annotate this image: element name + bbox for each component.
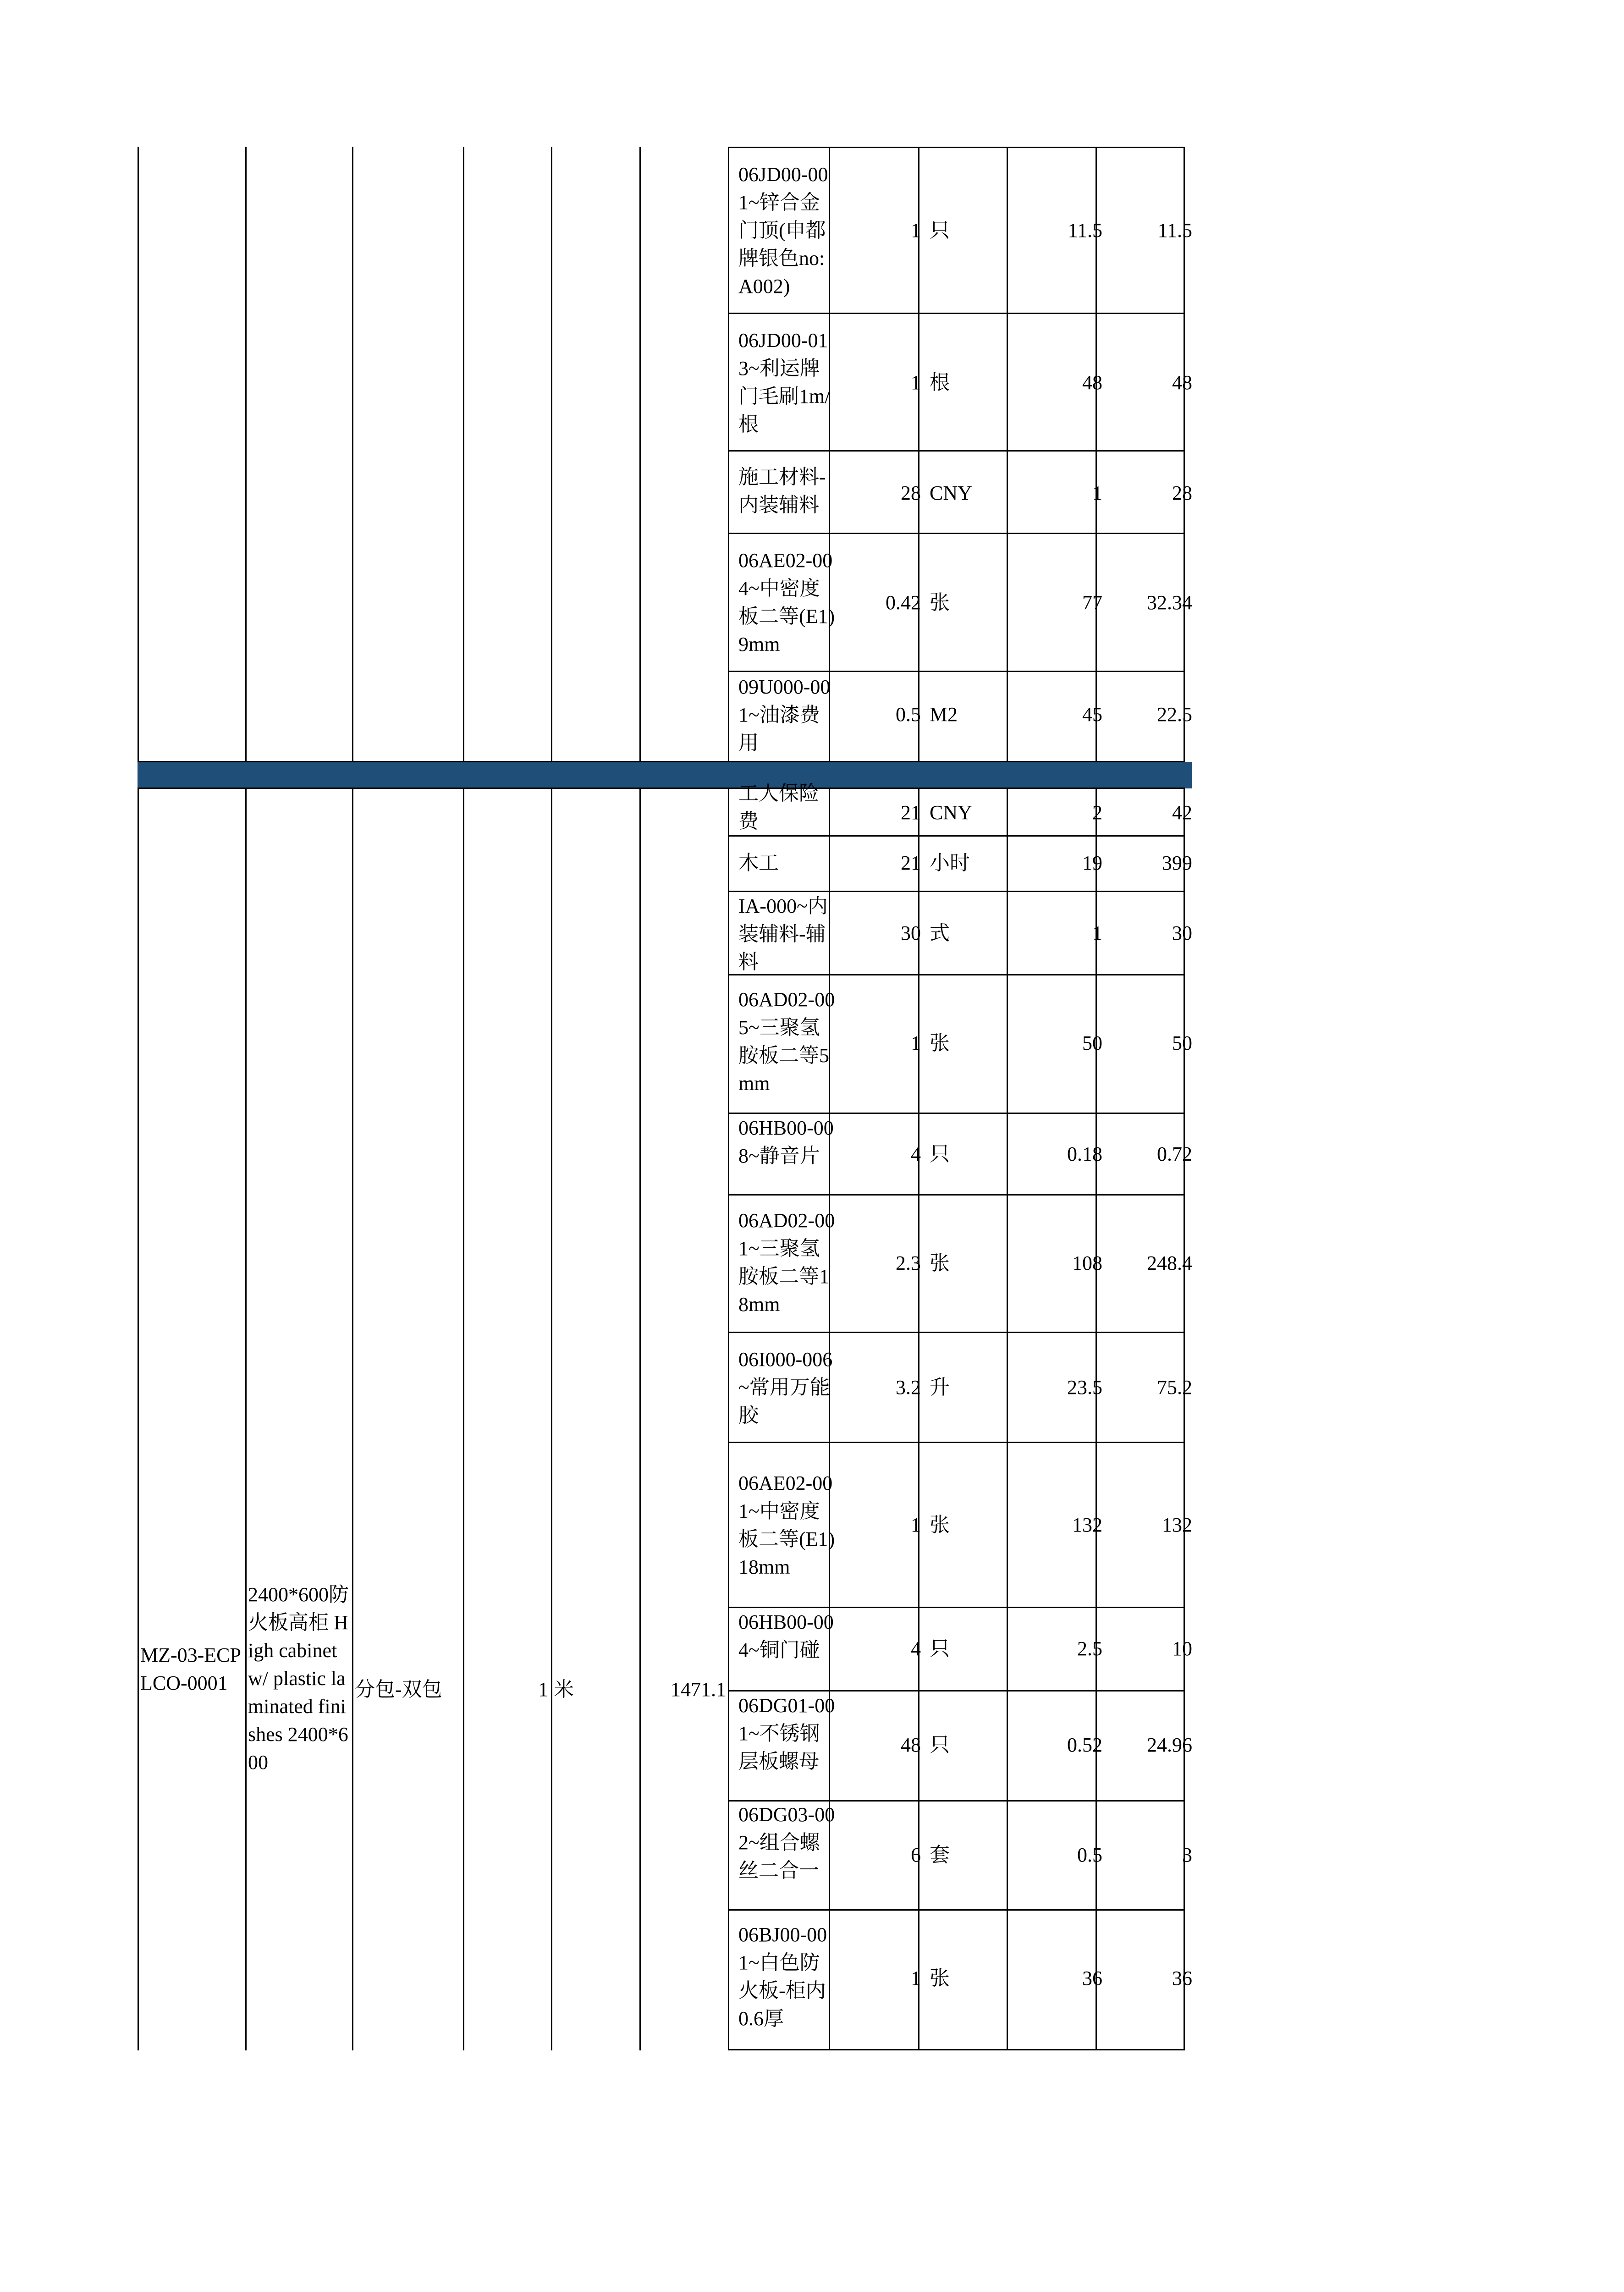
material-total: 30 <box>1172 922 1192 944</box>
material-price: 23.5 <box>1067 1376 1102 1399</box>
material-total: 11.5 <box>1157 219 1192 242</box>
material-price: 108 <box>1072 1252 1102 1274</box>
item-code: MZ-03-ECPLCO-0001 <box>140 1644 241 1694</box>
band-top-rule <box>138 761 1185 762</box>
detail-col-rule-1 <box>728 147 729 2050</box>
material-qty: 48 <box>901 1734 921 1756</box>
material-name: 06AE02-004~中密度板二等(E1)9mm <box>738 549 835 656</box>
material-total: 132 <box>1162 1514 1192 1536</box>
row-rule <box>728 533 1185 534</box>
detail-col-rule-5 <box>1096 147 1097 2050</box>
material-qty: 1 <box>911 219 921 242</box>
material-name: 工人保险费 <box>738 782 819 832</box>
material-qty: 3.2 <box>896 1376 921 1399</box>
material-unit: 张 <box>930 1967 950 1989</box>
material-qty: 21 <box>901 801 921 824</box>
row-rule <box>728 1909 1185 1911</box>
row-rule <box>728 2049 1185 2050</box>
material-total: 248.4 <box>1147 1252 1192 1274</box>
material-price: 48 <box>1082 371 1102 394</box>
band-bottom-rule <box>138 788 1185 789</box>
material-total: 42 <box>1172 801 1192 824</box>
material-unit: 张 <box>930 1252 950 1274</box>
material-unit: 升 <box>930 1376 950 1399</box>
col-rule-d <box>463 147 464 2050</box>
material-name: 06HB00-004~铜门碰 <box>738 1611 834 1661</box>
material-unit: 套 <box>930 1844 950 1866</box>
row-rule <box>728 313 1185 314</box>
material-price: 50 <box>1082 1032 1102 1054</box>
material-qty: 1 <box>911 1032 921 1054</box>
material-qty: 6 <box>911 1844 921 1866</box>
row-rule <box>728 147 1185 148</box>
material-total: 28 <box>1172 482 1192 504</box>
material-name: 06HB00-008~静音片 <box>738 1117 834 1167</box>
material-unit: 小时 <box>930 852 970 874</box>
row-rule <box>728 835 1185 837</box>
material-total: 75.2 <box>1157 1376 1192 1399</box>
material-qty: 4 <box>911 1143 921 1165</box>
material-unit: CNY <box>930 801 972 824</box>
material-unit: 只 <box>930 1734 950 1756</box>
material-price: 77 <box>1082 591 1102 614</box>
material-unit: 式 <box>930 922 950 944</box>
row-rule <box>728 1194 1185 1196</box>
material-name: 06BJ00-001~白色防火板-柜内0.6厚 <box>738 1923 827 2030</box>
material-name: 06AD02-005~三聚氢胺板二等5mm <box>738 988 835 1095</box>
section-divider-band <box>138 762 1192 788</box>
col-rule-c <box>352 147 353 2050</box>
material-name: 06AE02-001~中密度板二等(E1)18mm <box>738 1472 835 1578</box>
col-rule-e <box>551 147 552 2050</box>
material-unit: 张 <box>930 1032 950 1054</box>
material-price: 36 <box>1082 1967 1102 1989</box>
material-total: 399 <box>1162 852 1192 874</box>
material-price: 132 <box>1072 1514 1102 1536</box>
material-unit: CNY <box>930 482 972 504</box>
material-name: 06DG01-001~不锈钢层板螺母 <box>738 1694 835 1773</box>
material-total: 3 <box>1182 1844 1192 1866</box>
row-rule <box>728 671 1185 672</box>
material-price: 1 <box>1092 922 1102 944</box>
material-qty: 4 <box>911 1637 921 1660</box>
material-qty: 1 <box>911 1967 921 1989</box>
material-total: 32.34 <box>1147 591 1192 614</box>
material-total: 0.72 <box>1157 1143 1192 1165</box>
material-total: 10 <box>1172 1637 1192 1660</box>
col-rule-f <box>639 147 641 2050</box>
detail-col-rule-4 <box>1007 147 1008 2050</box>
material-name: 09U000-001~油漆费用 <box>738 676 831 754</box>
material-unit: 只 <box>930 1637 950 1660</box>
material-qty: 0.5 <box>896 703 921 726</box>
item-amount: 1471.1 <box>671 1678 726 1701</box>
material-name: 06DG03-002~组合螺丝二合一 <box>738 1803 835 1882</box>
material-unit: 根 <box>930 371 950 394</box>
material-name: 06I000-006~常用万能胶 <box>738 1348 833 1427</box>
material-unit: 只 <box>930 219 950 242</box>
material-total: 24.96 <box>1147 1734 1192 1756</box>
material-price: 2 <box>1092 801 1102 824</box>
material-total: 36 <box>1172 1967 1192 1989</box>
material-price: 1 <box>1092 482 1102 504</box>
row-rule <box>728 1442 1185 1443</box>
material-price: 2.5 <box>1077 1637 1102 1660</box>
material-total: 48 <box>1172 371 1192 394</box>
material-name: 06AD02-001~三聚氢胺板二等18mm <box>738 1209 835 1316</box>
item-quantity: 1 <box>538 1678 548 1701</box>
material-name: 06JD00-013~利运牌门毛刷1m/根 <box>738 329 831 435</box>
material-qty: 1 <box>911 1514 921 1536</box>
material-qty: 1 <box>911 371 921 394</box>
material-total: 50 <box>1172 1032 1192 1054</box>
detail-col-rule-6 <box>1184 147 1185 2050</box>
material-price: 19 <box>1082 852 1102 874</box>
material-qty: 2.3 <box>896 1252 921 1274</box>
material-price: 0.5 <box>1077 1844 1102 1866</box>
col-rule-b <box>245 147 247 2050</box>
material-price: 0.18 <box>1067 1143 1102 1165</box>
material-qty: 30 <box>901 922 921 944</box>
material-qty: 0.42 <box>886 591 921 614</box>
material-unit: 只 <box>930 1143 950 1165</box>
row-rule <box>728 1332 1185 1333</box>
material-price: 45 <box>1082 703 1102 726</box>
item-category: 分包-双包 <box>355 1678 442 1701</box>
material-unit: 张 <box>930 1514 950 1536</box>
material-name: 木工 <box>738 852 779 874</box>
material-qty: 21 <box>901 852 921 874</box>
material-unit: M2 <box>930 703 958 726</box>
material-unit: 张 <box>930 591 950 614</box>
material-name: 施工材料-内装辅料 <box>738 466 826 516</box>
detail-col-rule-3 <box>918 147 919 2050</box>
row-rule <box>728 450 1185 452</box>
material-qty: 28 <box>901 482 921 504</box>
material-name: 06JD00-001~锌合金门顶(申都牌银色no:A002) <box>738 163 828 298</box>
item-unit: 米 <box>554 1678 574 1701</box>
item-description: 2400*600防火板高柜 High cabinet w/ plastic laminated finishes 2400*600 <box>248 1583 349 1774</box>
col-rule-a <box>138 147 139 2050</box>
material-total: 22.5 <box>1157 703 1192 726</box>
material-price: 11.5 <box>1068 219 1102 242</box>
material-price: 0.52 <box>1067 1734 1102 1756</box>
material-name: IA-000~内装辅料-辅料 <box>738 895 828 973</box>
